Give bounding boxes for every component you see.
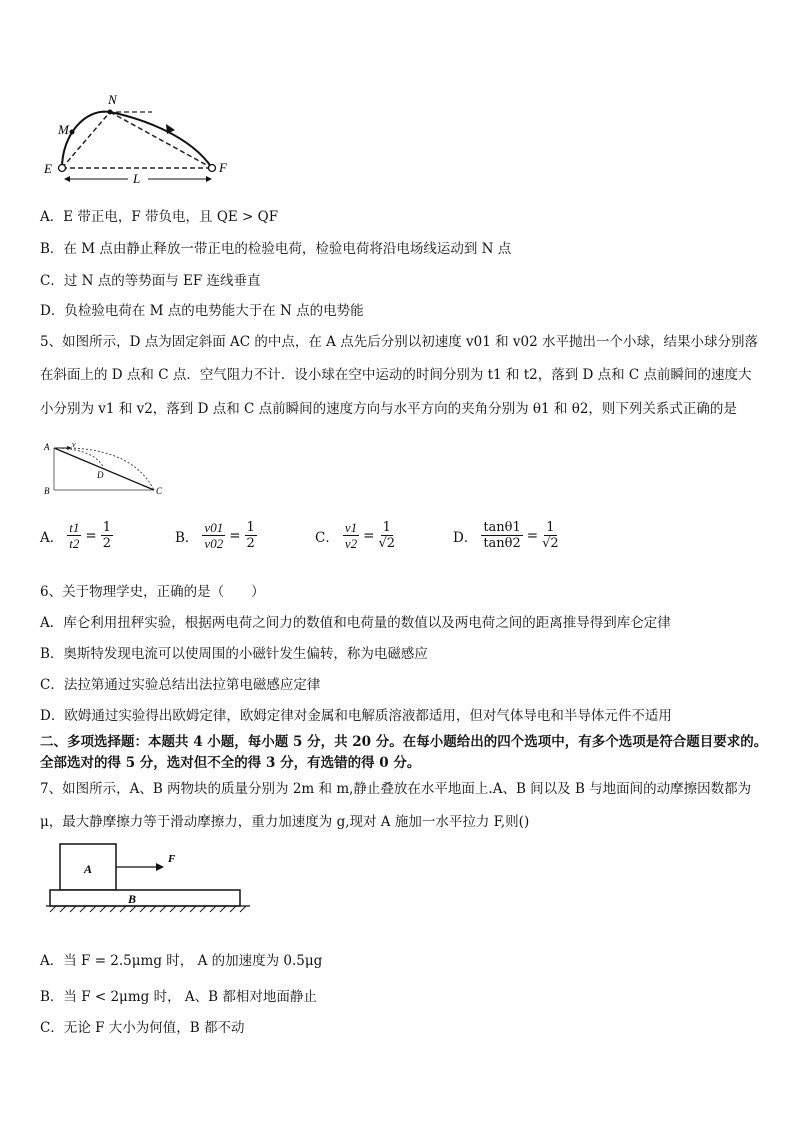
q4-field-line-figure bbox=[40, 90, 240, 185]
frac-num: tanθ1 bbox=[483, 520, 521, 535]
label-C: C bbox=[156, 486, 163, 496]
frac-den: t2 bbox=[69, 536, 80, 551]
frac-den: √2 bbox=[542, 536, 559, 551]
fraction-rhs bbox=[101, 520, 113, 551]
frac-num: t1 bbox=[69, 520, 80, 535]
frac-num: v01 bbox=[204, 520, 224, 535]
label-B: B bbox=[128, 892, 137, 906]
q7-option-a: A．当 F = 2.5μmg 时， A 的加速度为 0.5μg bbox=[40, 953, 323, 969]
label-N: N bbox=[108, 92, 117, 107]
label-F: F bbox=[168, 853, 176, 865]
q5-option-c: C． $\frac{v1}{v2}$ = $\frac{1}{√2}$ bbox=[315, 520, 395, 551]
label-A: A bbox=[44, 442, 50, 452]
option-label: D． bbox=[453, 529, 478, 546]
frac-num: 1 bbox=[382, 520, 391, 535]
q6-stem: 6、关于物理学史，正确的是（ ） bbox=[40, 584, 265, 600]
q7-stem-line1: 7、如图所示，A、B 两物块的质量分别为 2m 和 m,静止叠放在水平地面上.A、B 间以及 B 与地面间的动摩擦因数都为 bbox=[40, 781, 752, 797]
option-label: A． bbox=[40, 529, 64, 546]
q5-stem-line1: 5、如图所示，D 点为固定斜面 AC 的中点，在 A 点先后分别以初速度 v01 和 v02 水平抛出一个小球，结果小球分别落 bbox=[40, 334, 758, 350]
label-D: D bbox=[97, 470, 104, 480]
q7-option-b: B．当 F < 2μmg 时， A、B 都相对地面静止 bbox=[40, 989, 317, 1005]
fraction-lhs bbox=[67, 520, 81, 551]
frac-den: 2 bbox=[102, 536, 111, 551]
q7-stem-line2: μ，最大静摩擦力等于滑动摩擦力，重力加速度为 g,现对 A 施加一水平拉力 F,则() bbox=[40, 814, 530, 830]
q5-stem-line2: 在斜面上的 D 点和 C 点．空气阻力不计．设小球在空中运动的时间分别为 t1 和 t2，落到 D 点和 C 点前瞬间的速度大 bbox=[40, 367, 752, 383]
section2-heading-line2: 全部选对的得 5 分，选对但不全的得 3 分，有选错的得 0 分。 bbox=[40, 755, 421, 771]
frac-num: v1 bbox=[344, 520, 358, 535]
option-label: C． bbox=[315, 529, 339, 546]
q5-stem-line3: 小分别为 v1 和 v2，落到 D 点和 C 点前瞬间的速度方向与水平方向的夹角分别为 θ1 和 θ2，则下列关系式正确的是 bbox=[40, 401, 737, 417]
label-F: F bbox=[219, 160, 227, 175]
q5-incline-figure bbox=[40, 438, 170, 498]
label-L: L bbox=[133, 171, 141, 185]
frac-den: v2 bbox=[344, 536, 358, 551]
fraction-rhs bbox=[378, 520, 395, 551]
q6-option-d: D．欧姆通过实验得出欧姆定律，欧姆定律对金属和电解质溶液都适用，但对气体导电和半导体元件不适用 bbox=[40, 708, 672, 724]
q6-option-c: C．法拉第通过实验总结出法拉第电磁感应定律 bbox=[40, 677, 321, 693]
q4-option-c: C．过 N 点的等势面与 EF 连线垂直 bbox=[40, 273, 261, 289]
q5-option-a: A． $\frac{t1}{t2}$ = $\frac{1}{2}$ bbox=[40, 520, 111, 551]
q7-option-c: C．无论 F 大小为何值，B 都不动 bbox=[40, 1020, 245, 1036]
q7-blocks-figure bbox=[40, 840, 270, 922]
option-label: B． bbox=[175, 529, 199, 546]
label-A: A bbox=[84, 862, 93, 876]
frac-num: 1 bbox=[102, 520, 111, 535]
q4-option-d: D．负检验电荷在 M 点的电势能大于在 N 点的电势能 bbox=[40, 303, 364, 319]
label-E: E bbox=[44, 161, 52, 176]
q6-option-b: B．奥斯特发现电流可以使周围的小磁针发生偏转，称为电磁感应 bbox=[40, 646, 428, 662]
fraction-lhs bbox=[481, 520, 522, 551]
label-B: B bbox=[44, 486, 50, 496]
fraction-rhs bbox=[542, 520, 559, 551]
frac-den: 2 bbox=[246, 536, 255, 551]
frac-num: 1 bbox=[546, 520, 555, 535]
frac-num: 1 bbox=[246, 520, 255, 535]
fraction-lhs bbox=[202, 520, 225, 551]
frac-den: tanθ2 bbox=[483, 536, 521, 551]
q5-option-b: B． $\frac{v01}{v02}$ = $\frac{1}{2}$ bbox=[175, 520, 255, 551]
fraction-rhs bbox=[245, 520, 257, 551]
q6-option-a: A．库仑利用扭秤实验，根据两电荷之间力的数值和电荷量的数值以及两电荷之间的距离推导得到库仑定律 bbox=[40, 615, 671, 631]
label-v: v bbox=[72, 440, 76, 449]
label-M: M bbox=[58, 122, 69, 137]
section2-heading-line1: 二、多项选择题：本题共 4 小题，每小题 5 分，共 20 分。在每小题给出的四个选项中，有多个选项是符合题目要求的。 bbox=[40, 734, 768, 750]
q4-option-b: B．在 M 点由静止释放一带正电的检验电荷，检验电荷将沿电场线运动到 N 点 bbox=[40, 241, 512, 257]
frac-den: √2 bbox=[378, 536, 395, 551]
q5-option-d: D． $\frac{\tan\theta 1}{\tan\theta 2}$ = $\frac{1}{√2}$ bbox=[453, 520, 559, 551]
fraction-lhs bbox=[343, 520, 359, 551]
frac-den: v02 bbox=[204, 536, 224, 551]
q4-option-a: A．E 带正电，F 带负电，且 QE > QF bbox=[40, 209, 279, 225]
